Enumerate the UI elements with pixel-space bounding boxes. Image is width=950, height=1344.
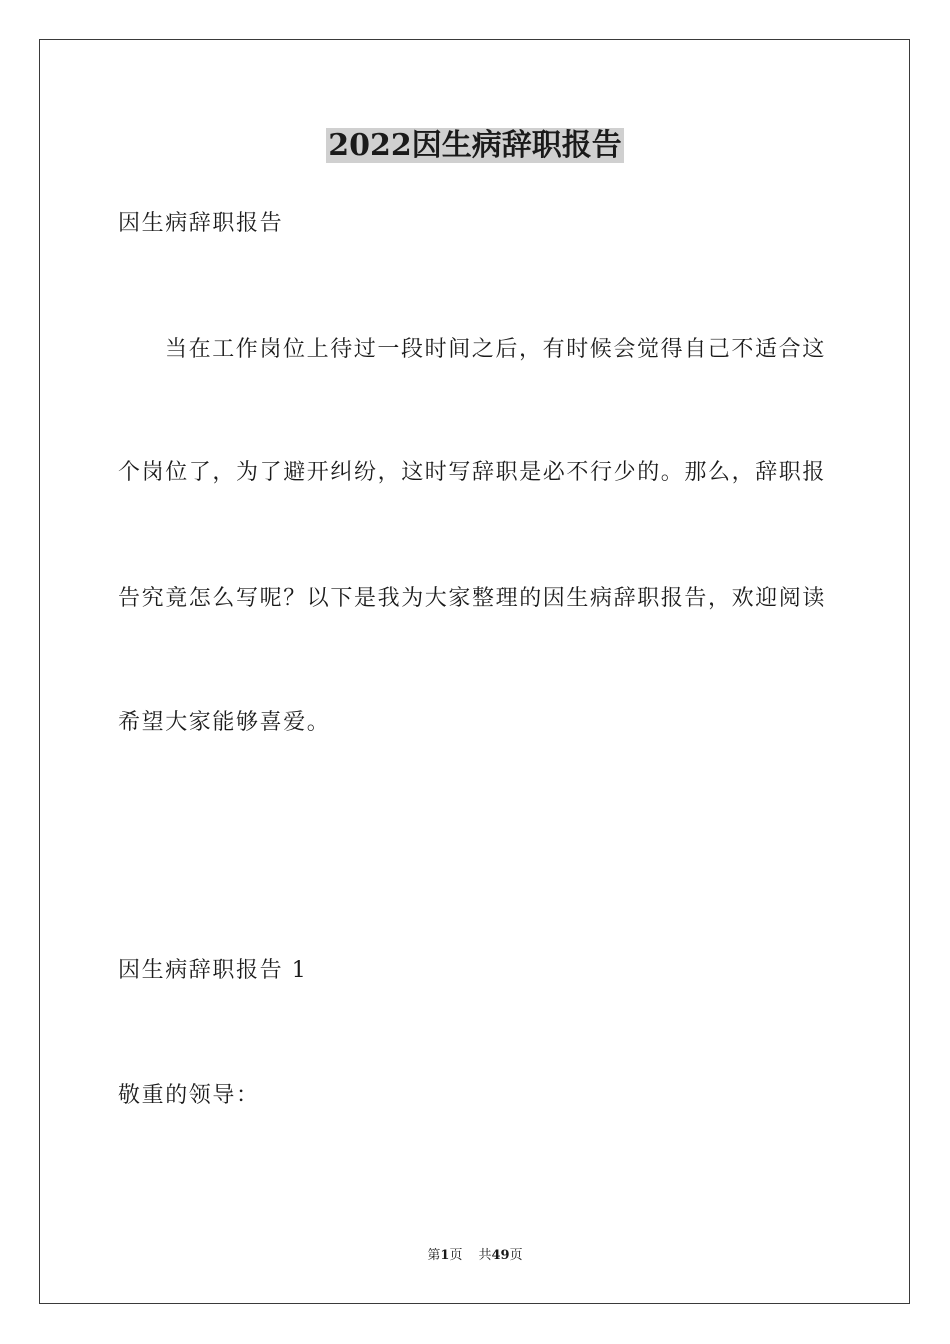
salutation: 敬重的领导：: [118, 1083, 260, 1108]
document-title-text: 2022因生病辞职报告: [328, 128, 622, 163]
intro-line-4: 希望大家能够喜爱。: [118, 710, 331, 735]
footer-total-pages: 49: [491, 1248, 510, 1263]
section-heading: 因生病辞职报告 1: [118, 958, 308, 983]
footer-page-suffix: 页: [449, 1248, 463, 1263]
intro-line-1: 当在工作岗位上待过一段时间之后，有时候会觉得自己不适合这: [165, 337, 826, 362]
footer-total-suffix: 页: [509, 1248, 523, 1263]
intro-line-2: 个岗位了，为了避开纠纷，这时写辞职是必不行少的。那么，辞职报: [118, 460, 827, 485]
footer-page-number: 1: [440, 1248, 450, 1263]
document-subtitle: 因生病辞职报告: [118, 211, 284, 236]
intro-line-3: 告究竟怎么写呢？以下是我为大家整理的因生病辞职报告，欢迎阅读: [118, 586, 827, 611]
footer-total-prefix: 共: [478, 1248, 492, 1263]
footer-page-prefix: 第: [427, 1248, 441, 1263]
page-footer: [0, 1247, 950, 1265]
document-title: [0, 126, 950, 166]
